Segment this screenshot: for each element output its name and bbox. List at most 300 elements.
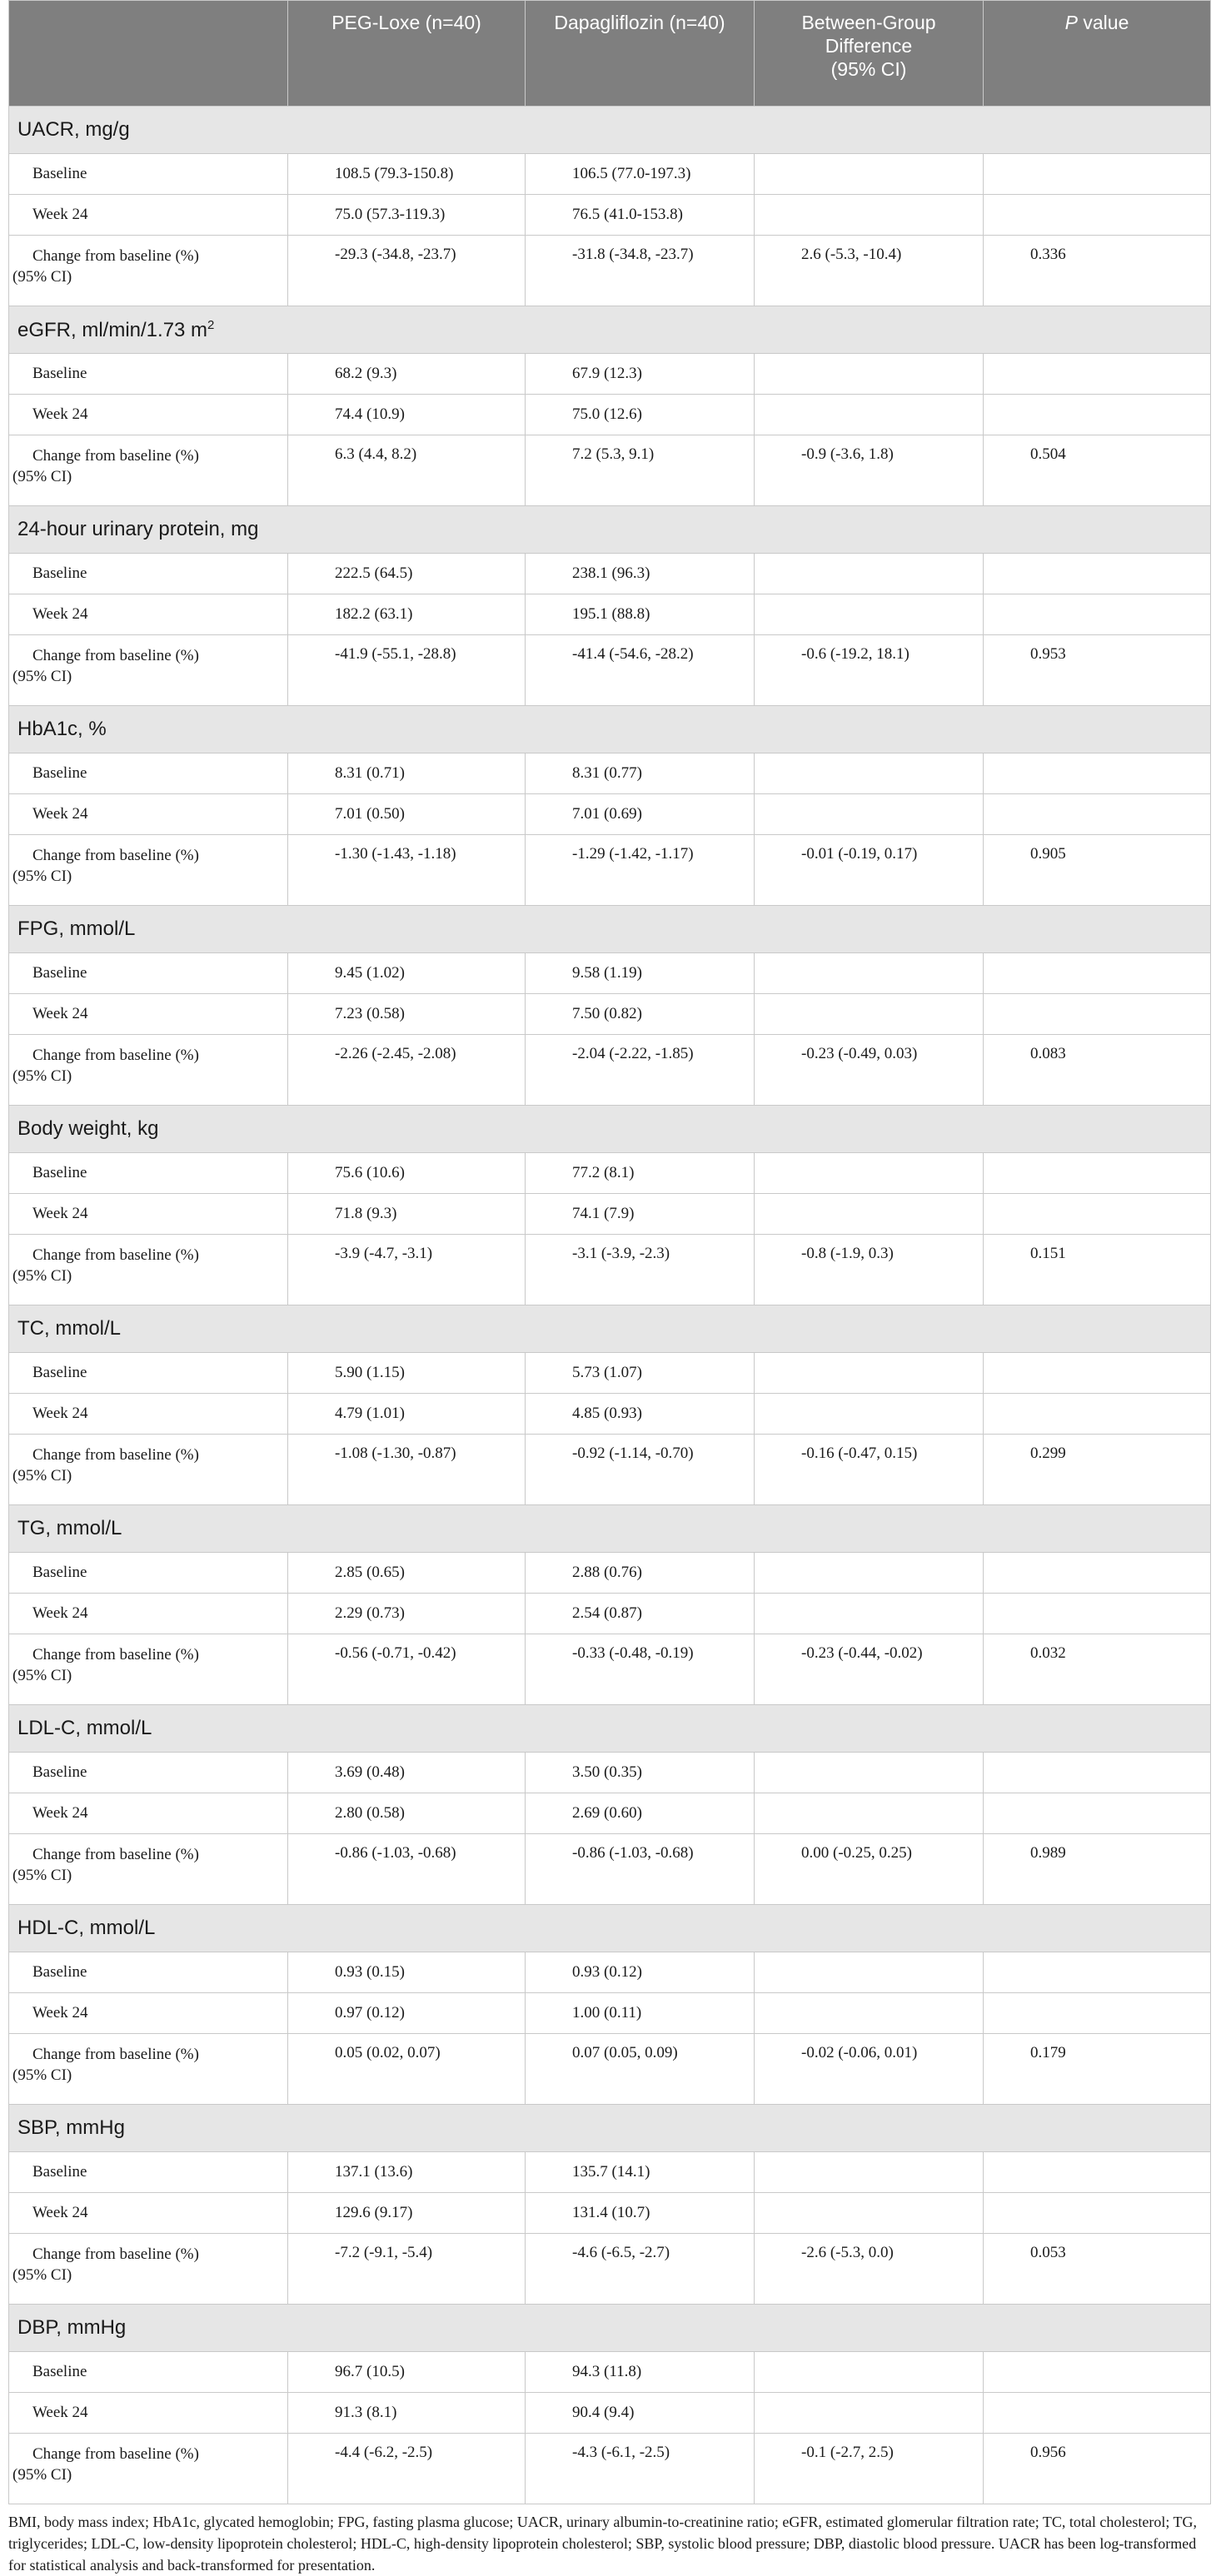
cell-peg-loxe: 71.8 (9.3)	[288, 1194, 526, 1235]
cell-p-value: 0.299	[984, 1435, 1211, 1505]
change-label-line2: (95% CI)	[12, 1867, 72, 1884]
header-peg-loxe: PEG-Loxe (n=40)	[288, 1, 526, 107]
section-title-text: eGFR, ml/min/1.73 m	[17, 318, 208, 341]
change-label-line1: Change from baseline (%)	[32, 1646, 199, 1663]
row-label: Week 24	[9, 994, 288, 1035]
cell-p-value	[984, 554, 1211, 594]
cell-p-value	[984, 195, 1211, 236]
cell-dapagliflozin: 77.2 (8.1)	[526, 1153, 755, 1194]
section-title	[9, 2305, 1211, 2352]
cell-difference	[755, 794, 984, 835]
table-row-change	[9, 1634, 1211, 1705]
cell-peg-loxe: 137.1 (13.6)	[288, 2152, 526, 2193]
cell-p-value	[984, 2193, 1211, 2234]
table-body	[9, 107, 1211, 2504]
table-row-week24	[9, 1594, 1211, 1634]
table-row-change	[9, 2434, 1211, 2504]
change-label-line2: (95% CI)	[12, 2066, 72, 2084]
table-row-baseline	[9, 154, 1211, 195]
row-label: Baseline	[9, 953, 288, 994]
cell-peg-loxe: -1.30 (-1.43, -1.18)	[288, 835, 526, 906]
row-label-change	[9, 1435, 288, 1505]
header-diff-line2: Difference	[825, 35, 913, 57]
table-row-baseline	[9, 1553, 1211, 1594]
table-row-baseline	[9, 1952, 1211, 1993]
section-header-row	[9, 906, 1211, 953]
cell-p-value	[984, 1594, 1211, 1634]
table-row-change	[9, 2234, 1211, 2305]
cell-difference	[755, 1153, 984, 1194]
row-label-change	[9, 435, 288, 506]
cell-peg-loxe: 68.2 (9.3)	[288, 354, 526, 395]
section-title-text: Body weight, kg	[17, 1117, 159, 1140]
section-title-text: HbA1c, %	[17, 718, 107, 740]
cell-p-value	[984, 354, 1211, 395]
cell-peg-loxe: 5.90 (1.15)	[288, 1353, 526, 1394]
cell-dapagliflozin: -31.8 (-34.8, -23.7)	[526, 236, 755, 306]
row-label: Week 24	[9, 2393, 288, 2434]
section-title	[9, 2105, 1211, 2152]
cell-peg-loxe: 2.80 (0.58)	[288, 1793, 526, 1834]
cell-peg-loxe: -7.2 (-9.1, -5.4)	[288, 2234, 526, 2305]
cell-difference	[755, 953, 984, 994]
cell-peg-loxe: 75.6 (10.6)	[288, 1153, 526, 1194]
change-label	[9, 2044, 287, 2086]
cell-dapagliflozin: 90.4 (9.4)	[526, 2393, 755, 2434]
cell-dapagliflozin: 131.4 (10.7)	[526, 2193, 755, 2234]
cell-peg-loxe: 8.31 (0.71)	[288, 753, 526, 794]
table-row-baseline	[9, 953, 1211, 994]
change-label-line2: (95% CI)	[12, 2266, 72, 2284]
row-label: Week 24	[9, 195, 288, 236]
section-header-row	[9, 1106, 1211, 1153]
row-label-change	[9, 2034, 288, 2105]
cell-dapagliflozin: 94.3 (11.8)	[526, 2352, 755, 2393]
cell-difference	[755, 2352, 984, 2393]
cell-dapagliflozin: -0.33 (-0.48, -0.19)	[526, 1634, 755, 1705]
cell-p-value	[984, 1353, 1211, 1394]
cell-peg-loxe: 2.29 (0.73)	[288, 1594, 526, 1634]
cell-difference	[755, 1753, 984, 1793]
change-label	[9, 1045, 287, 1087]
cell-dapagliflozin: 5.73 (1.07)	[526, 1353, 755, 1394]
cell-peg-loxe: 3.69 (0.48)	[288, 1753, 526, 1793]
section-title-text: TC, mmol/L	[17, 1317, 122, 1340]
row-label-change	[9, 2434, 288, 2504]
table-row-baseline	[9, 1753, 1211, 1793]
cell-difference	[755, 395, 984, 435]
cell-dapagliflozin: 7.50 (0.82)	[526, 994, 755, 1035]
cell-dapagliflozin: 0.07 (0.05, 0.09)	[526, 2034, 755, 2105]
cell-peg-loxe: -0.56 (-0.71, -0.42)	[288, 1634, 526, 1705]
row-label-change	[9, 236, 288, 306]
results-table	[8, 0, 1211, 2504]
table-row-baseline	[9, 554, 1211, 594]
cell-peg-loxe: 7.01 (0.50)	[288, 794, 526, 835]
table-row-week24	[9, 994, 1211, 1035]
cell-difference: 0.00 (-0.25, 0.25)	[755, 1834, 984, 1905]
cell-dapagliflozin: 106.5 (77.0-197.3)	[526, 154, 755, 195]
cell-peg-loxe: -3.9 (-4.7, -3.1)	[288, 1235, 526, 1305]
section-header-row	[9, 1905, 1211, 1952]
section-title-text: LDL-C, mmol/L	[17, 1717, 152, 1739]
cell-dapagliflozin: 74.1 (7.9)	[526, 1194, 755, 1235]
table-row-week24	[9, 1194, 1211, 1235]
change-label-line2: (95% CI)	[12, 2466, 72, 2484]
cell-peg-loxe: -1.08 (-1.30, -0.87)	[288, 1435, 526, 1505]
section-header-row	[9, 1305, 1211, 1353]
change-label-line2: (95% CI)	[12, 1267, 72, 1285]
section-title	[9, 1905, 1211, 1952]
table-row-week24	[9, 2193, 1211, 2234]
cell-dapagliflozin: 8.31 (0.77)	[526, 753, 755, 794]
cell-p-value: 0.179	[984, 2034, 1211, 2105]
header-diff-line1: Between-Group	[801, 12, 936, 33]
table-row-change	[9, 635, 1211, 706]
header-p-rest: value	[1077, 12, 1129, 33]
cell-p-value	[984, 994, 1211, 1035]
section-title	[9, 1106, 1211, 1153]
table-row-baseline	[9, 2352, 1211, 2393]
section-title	[9, 1505, 1211, 1553]
cell-p-value	[984, 594, 1211, 635]
cell-p-value	[984, 395, 1211, 435]
table-row-change	[9, 1235, 1211, 1305]
table-row-baseline	[9, 753, 1211, 794]
row-label-change	[9, 1035, 288, 1106]
cell-dapagliflozin: -3.1 (-3.9, -2.3)	[526, 1235, 755, 1305]
row-label: Baseline	[9, 753, 288, 794]
row-label: Week 24	[9, 395, 288, 435]
section-header-row	[9, 506, 1211, 554]
table-row-week24	[9, 395, 1211, 435]
cell-difference: -0.16 (-0.47, 0.15)	[755, 1435, 984, 1505]
cell-peg-loxe: 222.5 (64.5)	[288, 554, 526, 594]
cell-p-value	[984, 1194, 1211, 1235]
cell-dapagliflozin: 2.88 (0.76)	[526, 1553, 755, 1594]
table-row-change	[9, 236, 1211, 306]
section-title	[9, 906, 1211, 953]
cell-difference: 2.6 (-5.3, -10.4)	[755, 236, 984, 306]
cell-peg-loxe: -41.9 (-55.1, -28.8)	[288, 635, 526, 706]
table-row-week24	[9, 1793, 1211, 1834]
cell-p-value	[984, 2393, 1211, 2434]
change-label-line1: Change from baseline (%)	[32, 1047, 199, 1064]
cell-difference: -0.9 (-3.6, 1.8)	[755, 435, 984, 506]
cell-peg-loxe: 0.93 (0.15)	[288, 1952, 526, 1993]
section-title-superscript: 2	[207, 317, 215, 332]
table-row-baseline	[9, 354, 1211, 395]
row-label: Baseline	[9, 354, 288, 395]
cell-p-value	[984, 2152, 1211, 2193]
section-title-text: DBP, mmHg	[17, 2316, 127, 2339]
cell-peg-loxe: -4.4 (-6.2, -2.5)	[288, 2434, 526, 2504]
cell-p-value: 0.053	[984, 2234, 1211, 2305]
table-row-week24	[9, 594, 1211, 635]
row-label: Baseline	[9, 554, 288, 594]
row-label: Week 24	[9, 794, 288, 835]
cell-dapagliflozin: 2.54 (0.87)	[526, 1594, 755, 1634]
section-title	[9, 506, 1211, 554]
cell-dapagliflozin: -2.04 (-2.22, -1.85)	[526, 1035, 755, 1106]
cell-difference	[755, 1952, 984, 1993]
section-header-row	[9, 1505, 1211, 1553]
section-header-row	[9, 1705, 1211, 1753]
table-row-baseline	[9, 1353, 1211, 1394]
cell-dapagliflozin: 4.85 (0.93)	[526, 1394, 755, 1435]
row-label: Baseline	[9, 2152, 288, 2193]
table-row-week24	[9, 1993, 1211, 2034]
change-label	[9, 445, 287, 487]
change-label-line2: (95% CI)	[12, 668, 72, 685]
cell-p-value	[984, 1952, 1211, 1993]
table-row-week24	[9, 195, 1211, 236]
section-title-text: FPG, mmol/L	[17, 918, 136, 940]
cell-peg-loxe: 4.79 (1.01)	[288, 1394, 526, 1435]
cell-difference	[755, 2193, 984, 2234]
change-label	[9, 1245, 287, 1286]
cell-difference: -0.23 (-0.44, -0.02)	[755, 1634, 984, 1705]
change-label	[9, 1844, 287, 1886]
cell-p-value	[984, 1993, 1211, 2034]
change-label-line2: (95% CI)	[12, 468, 72, 485]
cell-peg-loxe: 96.7 (10.5)	[288, 2352, 526, 2393]
header-between-group-difference	[755, 1, 984, 107]
cell-peg-loxe: -0.86 (-1.03, -0.68)	[288, 1834, 526, 1905]
change-label-line1: Change from baseline (%)	[32, 1846, 199, 1863]
cell-difference	[755, 1194, 984, 1235]
cell-difference	[755, 1993, 984, 2034]
change-label-line1: Change from baseline (%)	[32, 1446, 199, 1464]
cell-dapagliflozin: 75.0 (12.6)	[526, 395, 755, 435]
cell-p-value	[984, 1753, 1211, 1793]
cell-difference	[755, 554, 984, 594]
cell-peg-loxe: 75.0 (57.3-119.3)	[288, 195, 526, 236]
change-label	[9, 645, 287, 687]
row-label-change	[9, 1634, 288, 1705]
cell-dapagliflozin: -41.4 (-54.6, -28.2)	[526, 635, 755, 706]
cell-difference: -0.23 (-0.49, 0.03)	[755, 1035, 984, 1106]
section-title	[9, 107, 1211, 154]
table-row-change	[9, 1435, 1211, 1505]
cell-peg-loxe: 2.85 (0.65)	[288, 1553, 526, 1594]
change-label-line2: (95% CI)	[12, 1667, 72, 1684]
cell-peg-loxe: 9.45 (1.02)	[288, 953, 526, 994]
change-label-line2: (95% CI)	[12, 868, 72, 885]
cell-difference	[755, 594, 984, 635]
cell-difference: -0.8 (-1.9, 0.3)	[755, 1235, 984, 1305]
cell-dapagliflozin: 9.58 (1.19)	[526, 953, 755, 994]
change-label	[9, 2444, 287, 2485]
table-row-week24	[9, 794, 1211, 835]
header-diff-line3: (95% CI)	[830, 58, 907, 80]
table-header	[9, 1, 1211, 107]
table-footnote: BMI, body mass index; HbA1c, glycated hemoglobin; FPG, fasting plasma glucose; UACR, urinary albumin-to-creatinine ratio; eGFR, estimated glomerular filtration rate; TC, total cholesterol; TG, triglycerides; LDL-C, low-density lipoprotein cholesterol; HDL-C, high-density lipoprotein cholesterol; SBP, systolic blood pressure; DBP, diastolic blood pressure. UACR has been log-transformed for statistical analysis and back-transformed for presentation.	[8, 2514, 1198, 2574]
cell-p-value	[984, 1793, 1211, 1834]
row-label-change	[9, 1834, 288, 1905]
section-header-row	[9, 2105, 1211, 2152]
row-label: Baseline	[9, 1753, 288, 1793]
change-label-line1: Change from baseline (%)	[32, 647, 199, 664]
cell-dapagliflozin: 1.00 (0.11)	[526, 1993, 755, 2034]
change-label	[9, 845, 287, 887]
cell-dapagliflozin: -0.92 (-1.14, -0.70)	[526, 1435, 755, 1505]
cell-p-value: 0.989	[984, 1834, 1211, 1905]
cell-dapagliflozin: 2.69 (0.60)	[526, 1793, 755, 1834]
cell-peg-loxe: 91.3 (8.1)	[288, 2393, 526, 2434]
section-title-text: TG, mmol/L	[17, 1517, 122, 1539]
table-row-change	[9, 2034, 1211, 2105]
cell-difference	[755, 154, 984, 195]
cell-dapagliflozin: 7.2 (5.3, 9.1)	[526, 435, 755, 506]
change-label-line1: Change from baseline (%)	[32, 1246, 199, 1264]
table-row-week24	[9, 2393, 1211, 2434]
change-label-line1: Change from baseline (%)	[32, 847, 199, 864]
change-label-line1: Change from baseline (%)	[32, 447, 199, 465]
cell-peg-loxe: 74.4 (10.9)	[288, 395, 526, 435]
section-header-row	[9, 2305, 1211, 2352]
section-header-row	[9, 706, 1211, 753]
cell-difference: -0.6 (-19.2, 18.1)	[755, 635, 984, 706]
change-label	[9, 246, 287, 287]
change-label-line1: Change from baseline (%)	[32, 2245, 199, 2263]
cell-p-value: 0.905	[984, 835, 1211, 906]
cell-dapagliflozin: 76.5 (41.0-153.8)	[526, 195, 755, 236]
table-row-baseline	[9, 2152, 1211, 2193]
cell-p-value: 0.151	[984, 1235, 1211, 1305]
row-label: Week 24	[9, 1594, 288, 1634]
cell-p-value	[984, 1553, 1211, 1594]
cell-dapagliflozin: 135.7 (14.1)	[526, 2152, 755, 2193]
table-row-baseline	[9, 1153, 1211, 1194]
header-p-value	[984, 1, 1211, 107]
cell-difference	[755, 2152, 984, 2193]
cell-p-value	[984, 1153, 1211, 1194]
cell-dapagliflozin: 67.9 (12.3)	[526, 354, 755, 395]
cell-dapagliflozin: 0.93 (0.12)	[526, 1952, 755, 1993]
cell-dapagliflozin: -1.29 (-1.42, -1.17)	[526, 835, 755, 906]
cell-peg-loxe: 6.3 (4.4, 8.2)	[288, 435, 526, 506]
cell-p-value: 0.953	[984, 635, 1211, 706]
header-p-italic: P	[1064, 12, 1078, 33]
row-label-change	[9, 835, 288, 906]
row-label: Week 24	[9, 1394, 288, 1435]
results-table-container	[8, 0, 1210, 2576]
cell-dapagliflozin: 195.1 (88.8)	[526, 594, 755, 635]
table-row-change	[9, 435, 1211, 506]
change-label-line1: Change from baseline (%)	[32, 247, 199, 265]
cell-difference	[755, 354, 984, 395]
cell-p-value: 0.336	[984, 236, 1211, 306]
cell-dapagliflozin: -4.6 (-6.5, -2.7)	[526, 2234, 755, 2305]
cell-dapagliflozin: 7.01 (0.69)	[526, 794, 755, 835]
cell-difference: -0.02 (-0.06, 0.01)	[755, 2034, 984, 2105]
cell-difference	[755, 994, 984, 1035]
cell-p-value: 0.956	[984, 2434, 1211, 2504]
section-header-row	[9, 107, 1211, 154]
section-title-text: SBP, mmHg	[17, 2116, 125, 2139]
cell-dapagliflozin: -0.86 (-1.03, -0.68)	[526, 1834, 755, 1905]
row-label: Week 24	[9, 1194, 288, 1235]
section-title	[9, 306, 1211, 354]
cell-p-value	[984, 1394, 1211, 1435]
change-label-line1: Change from baseline (%)	[32, 2445, 199, 2463]
row-label: Baseline	[9, 154, 288, 195]
row-label-change	[9, 2234, 288, 2305]
row-label-change	[9, 635, 288, 706]
section-title	[9, 1305, 1211, 1353]
cell-difference	[755, 1394, 984, 1435]
change-label-line1: Change from baseline (%)	[32, 2046, 199, 2063]
header-dapagliflozin: Dapagliflozin (n=40)	[526, 1, 755, 107]
change-label-line2: (95% CI)	[12, 268, 72, 286]
cell-peg-loxe: 0.05 (0.02, 0.07)	[288, 2034, 526, 2105]
table-row-week24	[9, 1394, 1211, 1435]
section-title-text: HDL-C, mmol/L	[17, 1917, 156, 1939]
row-label: Baseline	[9, 2352, 288, 2393]
cell-peg-loxe: -29.3 (-34.8, -23.7)	[288, 236, 526, 306]
row-label: Baseline	[9, 1952, 288, 1993]
cell-dapagliflozin: -4.3 (-6.1, -2.5)	[526, 2434, 755, 2504]
table-row-change	[9, 835, 1211, 906]
cell-difference	[755, 1353, 984, 1394]
table-row-change	[9, 1035, 1211, 1106]
row-label-change	[9, 1235, 288, 1305]
row-label: Baseline	[9, 1353, 288, 1394]
row-label: Week 24	[9, 2193, 288, 2234]
cell-p-value: 0.083	[984, 1035, 1211, 1106]
cell-p-value	[984, 753, 1211, 794]
row-label: Week 24	[9, 594, 288, 635]
change-label	[9, 1644, 287, 1686]
cell-difference	[755, 195, 984, 236]
row-label: Week 24	[9, 1793, 288, 1834]
cell-peg-loxe: 108.5 (79.3-150.8)	[288, 154, 526, 195]
cell-difference: -0.1 (-2.7, 2.5)	[755, 2434, 984, 2504]
header-empty-cell	[9, 1, 288, 107]
row-label: Week 24	[9, 1993, 288, 2034]
section-title-text: 24-hour urinary protein, mg	[17, 518, 259, 540]
change-label	[9, 1445, 287, 1486]
cell-difference	[755, 1594, 984, 1634]
change-label-line2: (95% CI)	[12, 1067, 72, 1085]
change-label	[9, 2244, 287, 2285]
cell-p-value: 0.032	[984, 1634, 1211, 1705]
change-label-line2: (95% CI)	[12, 1467, 72, 1484]
cell-difference: -2.6 (-5.3, 0.0)	[755, 2234, 984, 2305]
section-header-row	[9, 306, 1211, 354]
cell-peg-loxe: 7.23 (0.58)	[288, 994, 526, 1035]
table-row-change	[9, 1834, 1211, 1905]
cell-peg-loxe: 182.2 (63.1)	[288, 594, 526, 635]
cell-difference: -0.01 (-0.19, 0.17)	[755, 835, 984, 906]
section-title	[9, 706, 1211, 753]
cell-peg-loxe: 129.6 (9.17)	[288, 2193, 526, 2234]
cell-dapagliflozin: 3.50 (0.35)	[526, 1753, 755, 1793]
cell-p-value	[984, 953, 1211, 994]
cell-dapagliflozin: 238.1 (96.3)	[526, 554, 755, 594]
section-title-text: UACR, mg/g	[17, 118, 130, 141]
cell-p-value	[984, 154, 1211, 195]
cell-p-value: 0.504	[984, 435, 1211, 506]
cell-difference	[755, 1793, 984, 1834]
cell-p-value	[984, 794, 1211, 835]
section-title	[9, 1705, 1211, 1753]
cell-peg-loxe: -2.26 (-2.45, -2.08)	[288, 1035, 526, 1106]
cell-peg-loxe: 0.97 (0.12)	[288, 1993, 526, 2034]
row-label: Baseline	[9, 1553, 288, 1594]
cell-difference	[755, 1553, 984, 1594]
